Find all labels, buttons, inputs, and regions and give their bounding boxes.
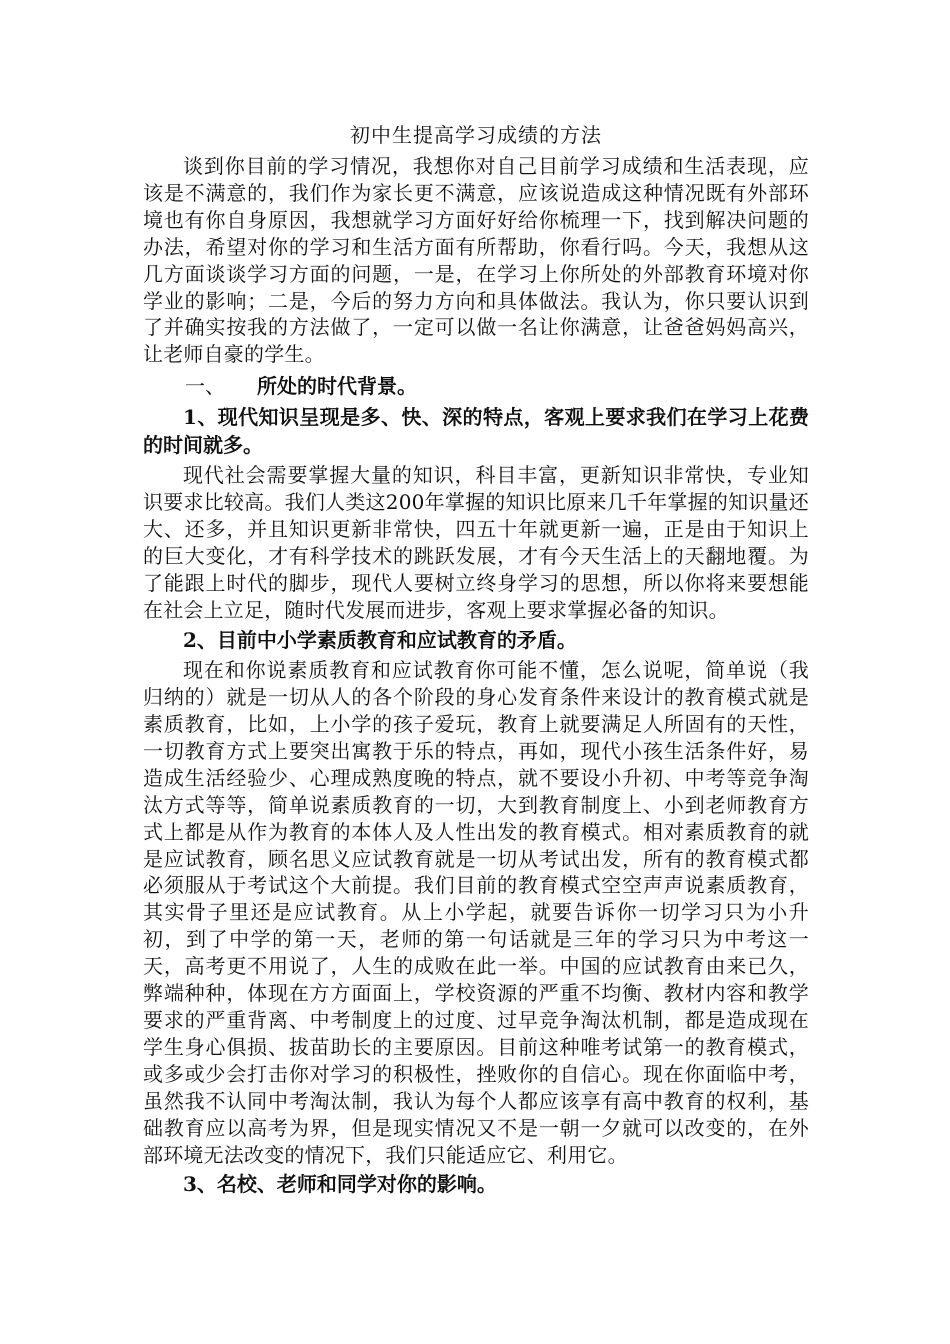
document-title: 初中生提高学习成绩的方法	[350, 123, 602, 147]
subsection-heading-2: 2、目前中小学素质教育和应试教育的矛盾。	[183, 627, 577, 652]
section-number: 一、	[185, 374, 225, 399]
subsection-body-1: 现代社会需要掌握大量的知识，科目丰富，更新知识非常快，专业知识要求比较高。我们人类这200年掌握的知识比原来几千年掌握的知识量还大、还多，并且知识更新非常快，四五十年就更新一遍，正是由于知识上的巨大变化，才有科学技术的跳跃发展，才有今天生活上的天翻地覆。为了能跟上时代的脚步，现代人要树立终身学习的思想，所以你将来要想能在社会上立足，随时代发展而进步，客观上要求掌握必备的知识。	[143, 463, 809, 622]
subsection-body-2: 现在和你说素质教育和应试教育你可能不懂，怎么说呢，简单说（我归纳的）就是一切从人的各个阶段的身心发育条件来设计的教育模式就是素质教育，比如，上小学的孩子爱玩，教育上就要满足人所固有的天性，一切教育方式上要突出寓教于乐的特点，再如，现代小孩生活条件好，易造成生活经验少、心理成熟度晚的特点，就不要设小升初、中考等竞争淘汰方式等等，简单说素质教育的一切，大到教育制度上、小到老师教育方式上都是从作为教育的本体人及人性出发的教育模式。相对素质教育的就是应试教育，顾名思义应试教育就是一切从考试出发，所有的教育模式都必须服从于考试这个大前提。我们目前的教育模式空空声声说素质教育，其实骨子里还是应试教育。从上小学起，就要告诉你一切学习只为小升初，到了中学的第一天，老师的第一句话就是三年的学习只为中考这一天，高考更不用说了，人生的成败在此一举。中国的应试教育由来已久，弊端种种，体现在方方面面上，学校资源的严重不均衡、教材内容和教学要求的严重背离、中考制度上的过度、过早竞争淘汰机制，都是造成现在学生身心俱损、拔苗助长的主要原因。目前这种唯考试第一的教育模式，或多或少会打击你对学习的积极性，挫败你的自信心。现在你面临中考，虽然我不认同中考淘汰制，我认为每个人都应该享有高中教育的权利，基础教育应以高考为界，但是现实情况又不是一朝一夕就可以改变的，在外部环境无法改变的情况下，我们只能适应它、利用它。	[143, 658, 809, 1167]
subsection-heading-1: 1、现代知识呈现是多、快、深的特点，客观上要求我们在学习上花费的时间就多。	[143, 405, 809, 457]
section-title: 所处的时代背景。	[257, 374, 417, 399]
subsection-heading-3: 3、名校、老师和同学对你的影响。	[183, 1172, 497, 1197]
intro-paragraph: 谈到你目前的学习情况，我想你对自己目前学习成绩和生活表现，应该是不满意的，我们作为家长更不满意，应该说造成这种情况既有外部环境也有你自身原因，我想就学习方面好好给你梳理一下，找到解决问题的办法，希望对你的学习和生活方面有所帮助，你看行吗。今天，我想从这几方面谈谈学习方面的问题，一是，在学习上你所处的外部教育环境对你学业的影响；二是，今后的努力方向和具体做法。我认为，你只要认识到了并确实按我的方法做了，一定可以做一名让你满意，让爸爸妈妈高兴，让老师自豪的学生。	[143, 154, 809, 367]
document-body	[143, 120, 809, 1202]
section-heading-1	[143, 371, 809, 401]
